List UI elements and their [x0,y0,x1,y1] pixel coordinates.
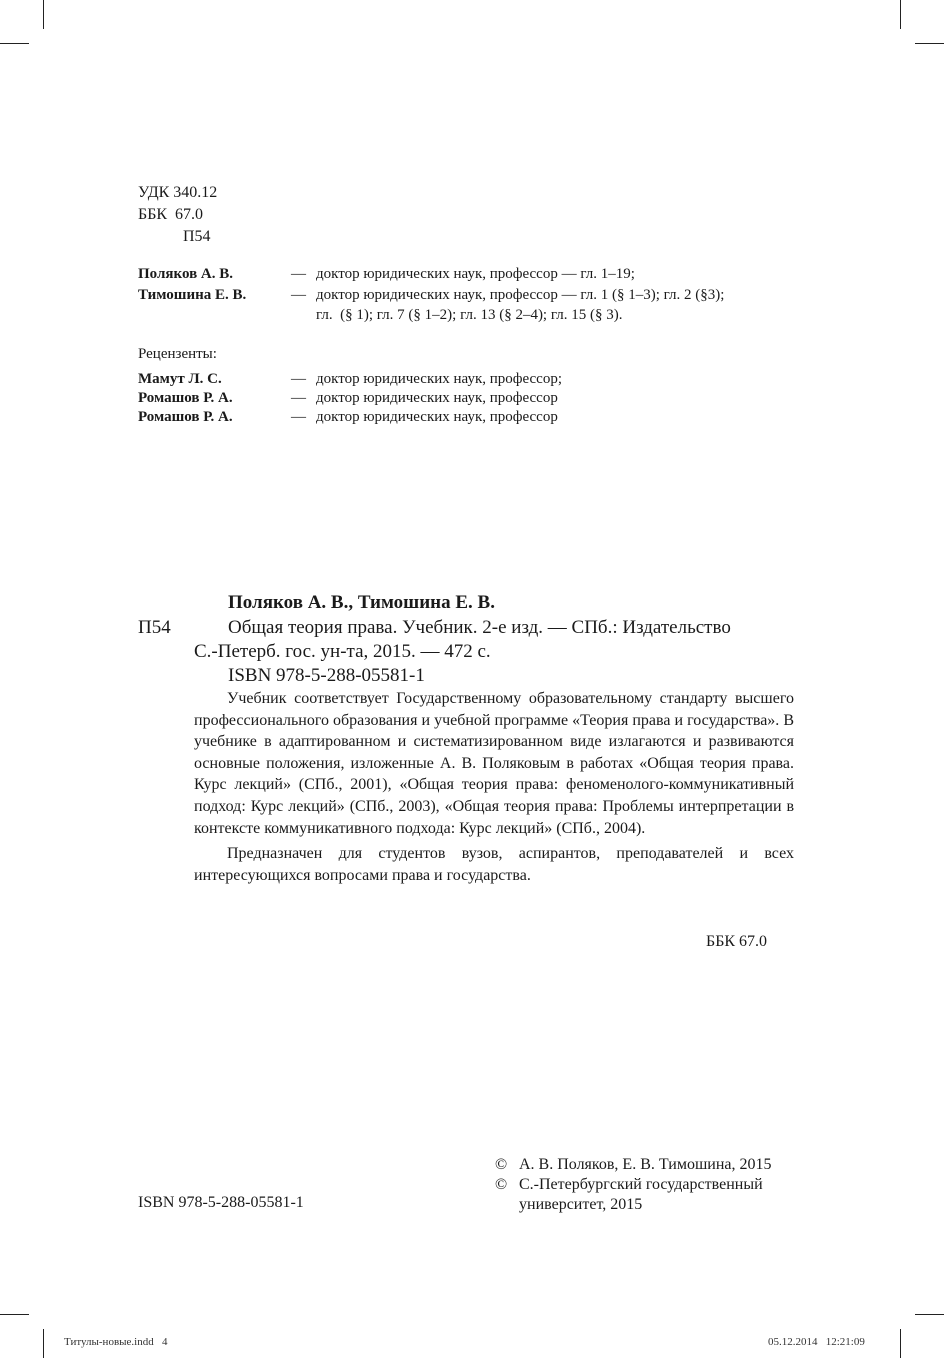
author-role: доктор юридических наук, профессор — гл. 1 (§ 1–3); гл. 2 (§3); [316,287,725,303]
author-name: Поляков А. В. [138,266,234,282]
audience-paragraph: Предназначен для студентов вузов, аспирантов, преподавателей и всех интересующихся вопросами права и государства. [194,845,794,884]
crop-mark-top-right-horizontal [915,43,944,44]
copyright-authors: А. В. Поляков, Е. В. Тимошина, 2015 [519,1156,772,1173]
card-isbn: ISBN 978-5-288-05581-1 [228,665,425,686]
author-mark-code: П54 [183,228,211,245]
author-name: Тимошина Е. В. [138,287,247,303]
reviewer-dash: — [291,409,306,425]
crop-mark-top-left-vertical [43,0,44,29]
card-annotation [194,688,794,886]
bbk-code: ББК 67.0 [138,206,204,223]
copyright-icon: © [495,1176,508,1193]
crop-mark-bottom-left-vertical [43,1329,44,1358]
reviewer-name: Ромашов Р. А. [138,409,233,425]
crop-mark-bottom-right-horizontal [915,1314,944,1315]
author-dash: — [291,287,306,303]
reviewers-heading: Рецензенты: [138,346,217,362]
crop-mark-top-left-horizontal [0,43,29,44]
card-publisher-line: С.-Петерб. гос. ун-та, 2015. — 472 с. [194,641,491,662]
author-role-continuation: гл. (§ 1); гл. 7 (§ 1–2); гл. 13 (§ 2–4); гл. 15 (§ 3). [316,307,623,323]
reviewer-name: Мамут Л. С. [138,371,222,387]
crop-mark-top-right-vertical [900,0,901,29]
copyright-university: С.-Петербургский государственный [519,1176,763,1193]
author-dash: — [291,266,306,282]
reviewer-role: доктор юридических наук, профессор [316,390,558,406]
reviewer-dash: — [291,371,306,387]
slug-datetime: 05.12.2014 12:21:09 [768,1336,865,1348]
reviewer-role: доктор юридических наук, профессор; [316,371,562,387]
reviewer-role: доктор юридических наук, профессор [316,409,558,425]
slug-filename: Титулы-новые.indd 4 [64,1336,168,1348]
reviewer-dash: — [291,390,306,406]
author-role: доктор юридических наук, профессор — гл. 1–19; [316,266,635,282]
card-bbk: ББК 67.0 [706,933,768,950]
copyright-university-cont: университет, 2015 [519,1196,643,1213]
annotation-paragraph: Учебник соответствует Государственному образовательному стандарту высшего профессионального образования и учебной программе «Теория права и государства». В учебнике в адаптированном и систематизированном виде излагаются и развиваются основные положения, изложенные А. В. Поляковым в работах «Общая теория права. Курс лекций» (СПб., 2001), «Общая теория права: феноменолого-коммуникативный подход: Курс лекций» (СПб., 2003), «Общая теория права: Проблемы интерпретации в контексте коммуникативного подхода: Курс лекций» (СПб., 2004). [194,690,794,837]
card-code: П54 [138,617,171,638]
udk-code: УДК 340.12 [138,184,218,201]
crop-mark-bottom-left-horizontal [0,1314,29,1315]
copyright-icon: © [495,1156,508,1173]
card-title-line: Общая теория права. Учебник. 2-е изд. — СПб.: Издательство [228,617,731,638]
footer-isbn: ISBN 978-5-288-05581-1 [138,1194,304,1211]
crop-mark-bottom-right-vertical [900,1329,901,1358]
reviewer-name: Ромашов Р. А. [138,390,233,406]
card-authors: Поляков А. В., Тимошина Е. В. [228,592,495,613]
